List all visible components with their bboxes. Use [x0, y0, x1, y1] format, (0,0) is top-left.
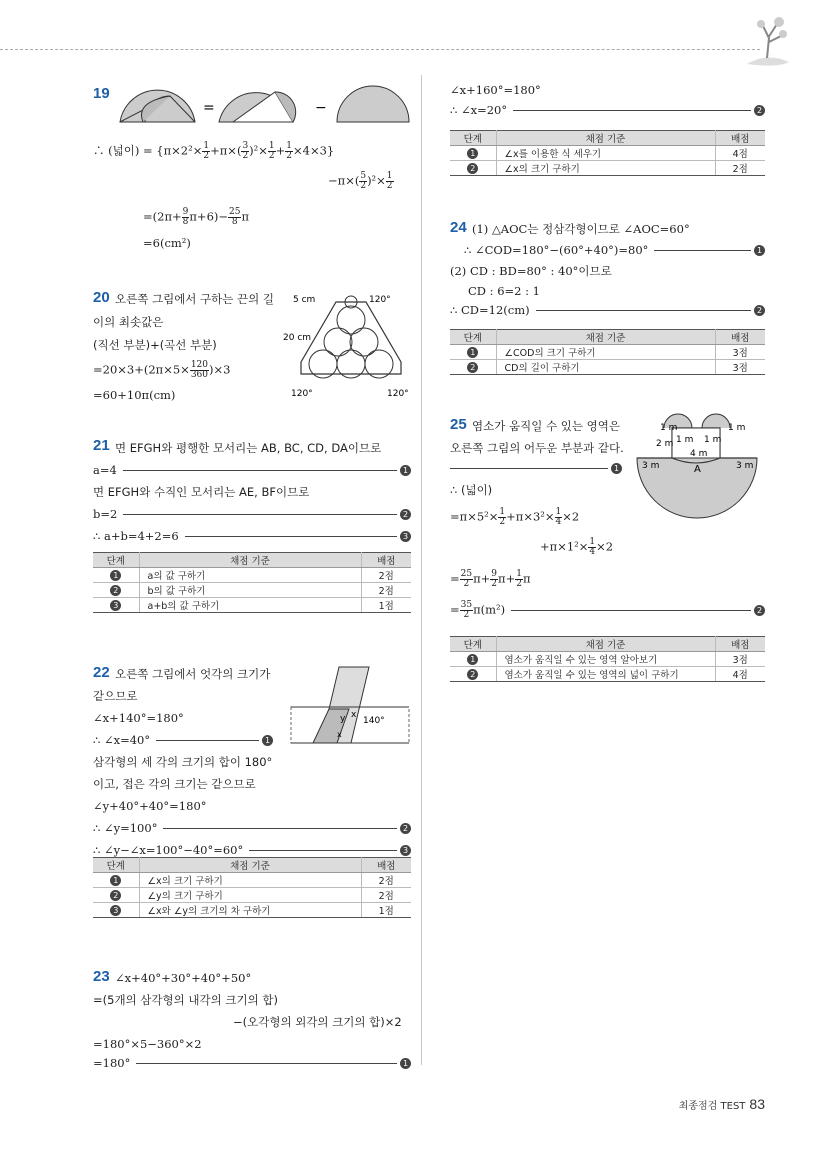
- label-x2: x: [337, 730, 342, 739]
- answer-21-b: b=2 2: [93, 506, 411, 522]
- table-row: 2 b의 값 구하기 2점: [93, 583, 411, 598]
- label-1m-b: 1 m: [728, 423, 746, 433]
- table-row: 3 a+b의 값 구하기 1점: [93, 598, 411, 613]
- text-21-1: 면 EFGH와 평행한 모서리는 AB, BC, CD, DA이므로: [115, 441, 382, 455]
- text-25-1: 염소가 움직일 수 있는 영역은: [472, 419, 620, 433]
- table-row: 2 ∠x의 크기 구하기 2점: [450, 161, 765, 176]
- answer-25-region: 1: [450, 460, 622, 476]
- eq-23-2: =(5개의 삼각형의 내각의 크기의 합): [93, 993, 278, 1007]
- eq-24-4: CD : 6=2 : 1: [468, 284, 540, 298]
- label-1m-c: 1 m: [676, 435, 694, 445]
- figure-20: [283, 292, 411, 402]
- problem-number: 20: [93, 289, 110, 306]
- eq-23-r1: ∠x+160°=180°: [450, 83, 541, 97]
- eq-22-3: ∠x+140°=180°: [93, 711, 184, 725]
- figure-25: [632, 416, 762, 526]
- text-22-5: 삼각형의 세 각의 크기의 합이 180°: [93, 755, 273, 769]
- footer-label: 최종점검 TEST: [678, 1101, 746, 1112]
- text-25-2: 오른쪽 그림의 어두운 부분과 같다.: [450, 441, 624, 455]
- eq-23-1: ∠x+40°+30°+40°+50°: [115, 971, 252, 985]
- text-20-3: (직선 부분)+(곡선 부분): [93, 338, 217, 352]
- text-25-3: ∴ (넓이): [450, 483, 493, 497]
- answer-21-a: a=4 1: [93, 462, 411, 478]
- label-angle-right: 120°: [387, 389, 409, 399]
- eq-25-6: = $\frac{25}{2}$ π+ $\frac{9}{2}$ π+ $\frac{1}{2}$ π: [450, 569, 531, 589]
- label-x: x: [351, 710, 357, 720]
- answer-23-left: =180° 1: [93, 1055, 411, 1071]
- table-row: 1 ∠x를 이용한 식 세우기 4점: [450, 146, 765, 161]
- answer-24-cod: ∴ ∠COD=180°−(60°+40°)=80° 1: [464, 242, 765, 258]
- table-row: 1 염소가 움직일 수 있는 영역 알아보기 3점: [450, 652, 765, 667]
- grading-table-23: 단계 채점 기준 배점 1 ∠x를 이용한 식 세우기 4점 2 ∠x의 크기 구하기 2점: [450, 130, 765, 176]
- answer-25-area: = $\frac{35}{2}$ π(m²) 2: [450, 602, 765, 618]
- label-1m-a: 1 m: [660, 423, 678, 433]
- eq-22-7: ∠y+40°+40°=180°: [93, 799, 207, 813]
- label-A: A: [694, 464, 701, 475]
- figure-22: [291, 665, 411, 749]
- problem-number: 24: [450, 219, 467, 236]
- problem-number: 22: [93, 664, 110, 681]
- label-angle-left: 120°: [291, 389, 313, 399]
- table-row: 2 염소가 움직일 수 있는 영역의 넓이 구하기 4점: [450, 667, 765, 682]
- answer-24-cd: ∴ CD=12(cm) 2: [450, 302, 765, 318]
- label-4m: 4 m: [690, 449, 708, 459]
- problem-number: 25: [450, 416, 467, 433]
- table-row: 2 CD의 길이 구하기 3점: [450, 360, 765, 375]
- tree-icon: [737, 12, 797, 72]
- table-row: 2 ∠y의 크기 구하기 2점: [93, 888, 411, 903]
- label-angle-top: 120°: [369, 295, 391, 305]
- table-row: 3 ∠x와 ∠y의 크기의 차 구하기 1점: [93, 903, 411, 918]
- page-number: 83: [749, 1096, 765, 1112]
- page-footer: [679, 1096, 765, 1112]
- grading-table-25: 단계 채점 기준 배점 1 염소가 움직일 수 있는 영역 알아보기 3점 2 염소가 움직일 수 있는 영역의 넓이 구하기 4점: [450, 636, 765, 682]
- eq-24-3: (2) CD : BD=80° : 40°이므로: [450, 264, 612, 278]
- answer-23-x: ∴ ∠x=20° 2: [450, 102, 765, 118]
- text-20-2: 이의 최솟값은: [93, 315, 164, 329]
- label-3m-left: 3 m: [642, 461, 660, 471]
- eq-20-4: =20×3+(2π×5× $\frac{120}{360}$ )×3: [93, 360, 231, 380]
- label-3m-right: 3 m: [736, 461, 754, 471]
- eq-20-5: =60+10π(cm): [93, 388, 176, 402]
- text-22-1: 오른쪽 그림에서 엇각의 크기가: [115, 667, 271, 681]
- table-row: 1 ∠COD의 크기 구하기 3점: [450, 345, 765, 360]
- answer-22-y: ∴ ∠y=100° 2: [93, 820, 411, 836]
- grading-table-21: 단계 채점 기준 배점 1 a의 값 구하기 2점 2 b의 값 구하기 2점 3 a+b의 값 구하기 1점: [93, 552, 411, 613]
- text-20-1: 오른쪽 그림에서 구하는 끈의 길: [115, 292, 275, 306]
- grading-table-24: 단계 채점 기준 배점 1 ∠COD의 크기 구하기 3점 2 CD의 길이 구하기 3점: [450, 329, 765, 375]
- table-row: 1 a의 값 구하기 2점: [93, 568, 411, 583]
- problem-number: 21: [93, 437, 110, 454]
- label-y: y: [340, 714, 346, 724]
- column-divider: [421, 75, 422, 1065]
- label-5cm: 5 cm: [293, 295, 316, 305]
- text-21-3: 면 EFGH와 수직인 모서리는 AE, BF이므로: [93, 485, 310, 499]
- eq-19-3: =(2π+ $\frac{9}{8}$ π+6)− $\frac{25}{8}$ π: [143, 207, 250, 227]
- eq-23-3: −(오각형의 외각의 크기의 합)×2: [233, 1015, 402, 1029]
- eq-25-4: =π×5²× $\frac{1}{2}$ +π×3²× $\frac{1}{4}$ ×2: [450, 507, 580, 527]
- text-22-2: 같으므로: [93, 689, 138, 703]
- eq-19-4: =6(cm²): [143, 236, 191, 250]
- eq-24-1: (1) △AOC는 정삼각형이므로 ∠AOC=60°: [472, 222, 690, 236]
- eq-19-1: ∴ (넓이) = {π×2²× $\frac{1}{2}$ +π×( $\frac{3}{2}$ )²× $\frac{1}{2}$ + $\frac{1}{2}$ ×4×3}: [93, 141, 335, 161]
- answer-22-diff: ∴ ∠y−∠x=100°−40°=60° 3: [93, 842, 411, 858]
- answer-21-sum: ∴ a+b=4+2=6 3: [93, 528, 411, 544]
- label-1m-d: 1 m: [704, 435, 722, 445]
- problem-number: 23: [93, 968, 110, 985]
- table-row: 1 ∠x의 크기 구하기 2점: [93, 873, 411, 888]
- label-140: 140°: [363, 716, 385, 726]
- text-22-6: 이고, 접은 각의 크기는 같으므로: [93, 777, 256, 791]
- grading-table-22: 단계 채점 기준 배점 1 ∠x의 크기 구하기 2점 2 ∠y의 크기 구하기 2점 3 ∠x와 ∠y의 크기의 차 구하기 1점: [93, 857, 411, 918]
- figure-minus-sign: −: [315, 100, 327, 116]
- problem-number: 19: [93, 85, 110, 102]
- figure-19: [115, 82, 415, 132]
- answer-22-x: ∴ ∠x=40° 1: [93, 732, 273, 748]
- label-20cm: 20 cm: [283, 333, 312, 343]
- figure-equal-sign: =: [203, 100, 215, 116]
- eq-23-4: =180°×5−360°×2: [93, 1037, 202, 1051]
- eq-25-5: +π×1²× $\frac{1}{4}$ ×2: [540, 537, 614, 557]
- eq-19-2: −π×( $\frac{5}{2}$ )²× $\frac{1}{2}$: [328, 171, 393, 191]
- header-dashed-line: [0, 49, 760, 50]
- label-2m: 2 m: [656, 439, 674, 449]
